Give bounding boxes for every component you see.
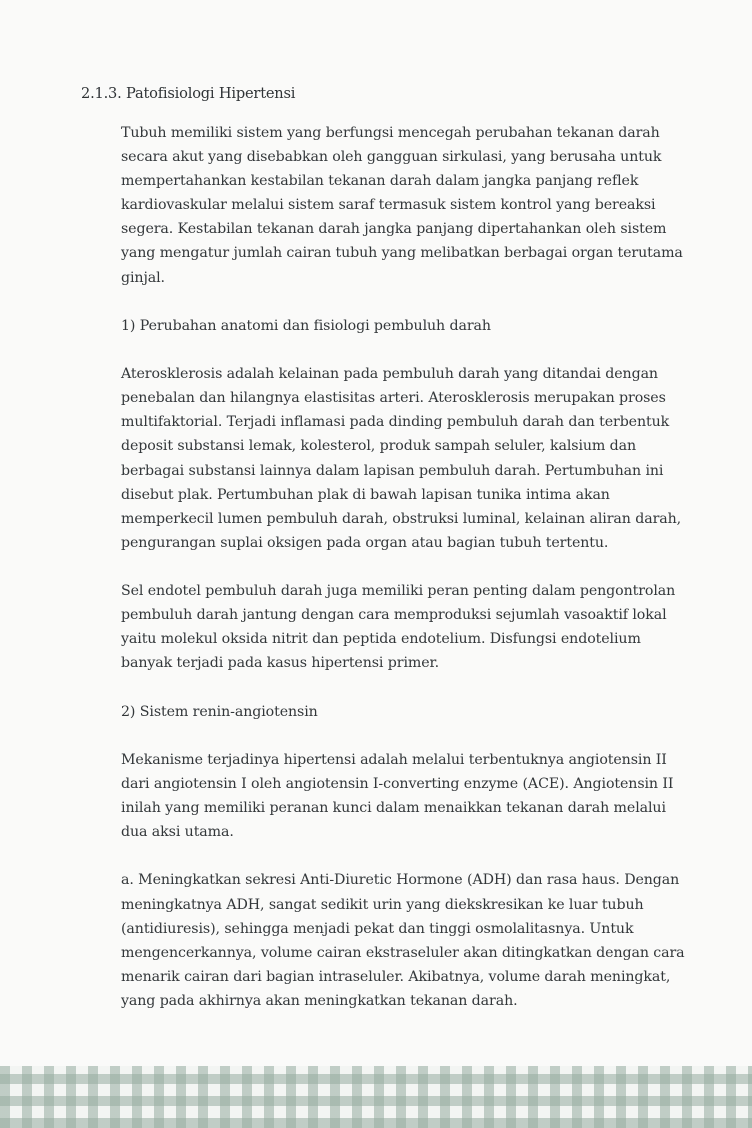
text-line: pembuluh darah jantung dengan cara memproduksi sejumlah vasoaktif lokal [121, 607, 667, 624]
text-line: (antidiuresis), sehingga menjadi pekat dan tinggi osmolalitasnya. Untuk [121, 920, 634, 937]
text-line: secara akut yang disebabkan oleh gangguan sirkulasi, yang berusaha untuk [121, 149, 662, 166]
paragraph-atherosclerosis [121, 362, 711, 555]
document-body [121, 121, 711, 1013]
text-line: memperkecil lumen pembuluh darah, obstruksi luminal, kelainan aliran darah, [121, 510, 682, 527]
text-line: ginjal. [121, 269, 165, 286]
text-line: disebut plak. Pertumbuhan plak di bawah lapisan tunika intima akan [121, 486, 610, 503]
section-heading: 2.1.3. Patofisiologi Hipertensi [81, 85, 296, 102]
text-line: 2) Sistem renin-angiotensin [121, 703, 318, 720]
subheading-anatomy [121, 314, 711, 338]
text-line: segera. Kestabilan tekanan darah jangka panjang dipertahankan oleh sistem [121, 221, 667, 238]
text-line: menarik cairan dari bagian intraseluler. Akibatnya, volume darah meningkat, [121, 968, 671, 985]
text-line: yaitu molekul oksida nitrit dan peptida endotelium. Disfungsi endotelium [121, 631, 641, 648]
text-line: Tubuh memiliki sistem yang berfungsi mencegah perubahan tekanan darah [121, 125, 660, 141]
text-line: deposit substansi lemak, kolesterol, produk sampah seluler, kalsium dan [121, 438, 637, 455]
text-line: pengurangan suplai oksigen pada organ atau bagian tubuh tertentu. [121, 534, 609, 551]
text-line: 1) Perubahan anatomi dan fisiologi pembuluh darah [121, 317, 491, 334]
text-line: mengencerkannya, volume cairan ekstraseluler akan ditingkatkan dengan cara [121, 944, 685, 961]
text-line: dua aksi utama. [121, 824, 234, 841]
text-line: yang pada akhirnya akan meningkatkan tekanan darah. [121, 992, 518, 1009]
text-line: Mekanisme terjadinya hipertensi adalah melalui terbentuknya angiotensin II [121, 751, 667, 768]
text-line: dari angiotensin I oleh angiotensin I-converting enzyme (ACE). Angiotensin II [121, 776, 674, 792]
subheading-renin [121, 700, 711, 724]
paragraph-mechanism [121, 748, 711, 844]
text-line: inilah yang memiliki peranan kunci dalam menaikkan tekanan darah melalui [121, 800, 666, 817]
text-line: mempertahankan kestabilan tekanan darah dalam jangka panjang reflek [121, 173, 639, 190]
text-line: penebalan dan hilangnya elastisitas arteri. Aterosklerosis merupakan proses [121, 390, 666, 407]
text-line: berbagai substansi lainnya dalam lapisan pembuluh darah. Pertumbuhan ini [121, 462, 664, 479]
text-line: Sel endotel pembuluh darah juga memiliki peran penting dalam pengontrolan [121, 583, 676, 600]
text-line: meningkatnya ADH, sangat sedikit urin yang diekskresikan ke luar tubuh [121, 896, 644, 913]
text-line: yang mengatur jumlah cairan tubuh yang melibatkan berbagai organ terutama [121, 245, 683, 262]
text-line: multifaktorial. Terjadi inflamasi pada dinding pembuluh darah dan terbentuk [121, 414, 670, 431]
text-line: kardiovaskular melalui sistem saraf termasuk sistem kontrol yang bereaksi [121, 197, 656, 214]
text-line: banyak terjadi pada kasus hipertensi primer. [121, 655, 440, 672]
paragraph-intro [121, 121, 711, 290]
paragraph-endothelium [121, 579, 711, 675]
paragraph-adh [121, 868, 711, 1013]
gingham-footer-border [0, 1066, 752, 1128]
text-line: Aterosklerosis adalah kelainan pada pembuluh darah yang ditandai dengan [121, 366, 658, 383]
text-line: a. Meningkatkan sekresi Anti-Diuretic Hormone (ADH) dan rasa haus. Dengan [121, 872, 680, 889]
